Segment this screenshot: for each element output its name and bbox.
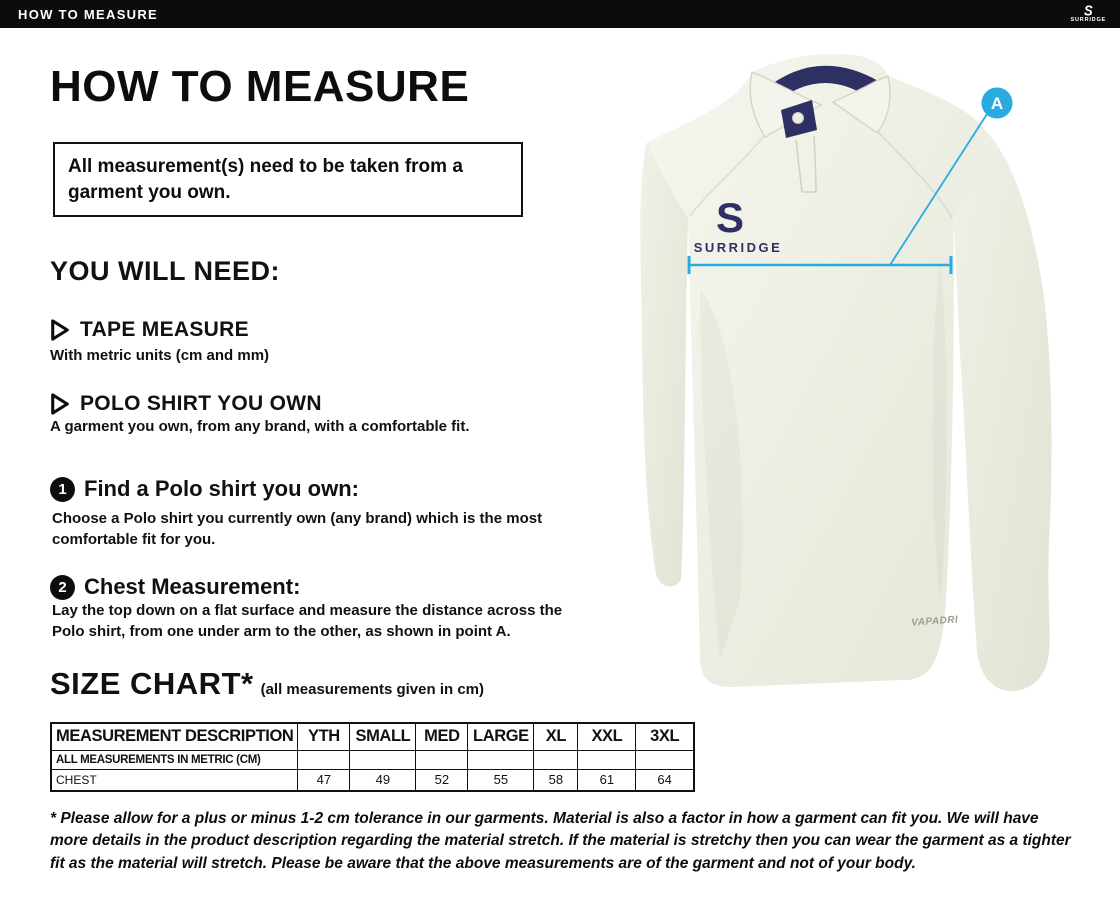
notice-box: All measurement(s) need to be taken from a garment you own. [53,142,523,217]
step-1-title: Find a Polo shirt you own: [84,476,359,501]
point-a-label: A [990,94,1004,113]
need-item-tape-measure [50,318,249,342]
chest-value: 58 [534,769,578,791]
table-header-row [51,723,694,750]
need-item-title: POLO SHIRT YOU OWN [80,392,322,415]
shirt-left-sleeve [640,142,688,586]
column-header: 3XL [636,723,694,750]
column-header: MEASUREMENT DESCRIPTION [51,723,298,750]
column-header: SMALL [350,723,416,750]
need-item-title: TAPE MEASURE [80,318,249,341]
need-item-description: With metric units (cm and mm) [50,347,270,364]
chest-value: 47 [298,769,350,791]
chest-logo-s-icon: S [715,194,745,241]
column-header: MED [416,723,468,750]
polo-shirt-figure [600,40,1120,700]
row-label: CHEST [51,769,298,791]
top-bar [0,0,1120,28]
step-2-title: Chest Measurement: [84,574,301,599]
triangle-bullet-icon [50,393,70,415]
collar-button [793,113,804,124]
surridge-s-icon: S [1083,2,1093,20]
table-row [51,769,694,791]
size-chart-heading [50,666,484,702]
need-item-description: A garment you own, from any brand, with a comfortable fit. [50,418,470,435]
table-row [51,750,694,769]
step-1-description: Choose a Polo shirt you currently own (any brand) which is the most comfortable fit for you. [52,510,543,548]
column-header: XL [534,723,578,750]
need-item-polo-shirt [50,392,322,416]
column-header: XXL [578,723,636,750]
page-title: HOW TO MEASURE [50,62,470,111]
chest-value: 49 [350,769,416,791]
chest-value: 64 [636,769,694,791]
step-2-heading [50,574,300,600]
chest-logo-wordmark: SURRIDGE [693,240,783,255]
surridge-logo [1071,4,1120,24]
size-chart-units-note: (all measurements given in cm) [260,681,484,698]
fabric-tech-label: VAPADRI [910,614,959,629]
surridge-wordmark: SURRIDGE [1070,17,1106,24]
step-2-number-badge: 2 [50,575,75,600]
step-2-description: Lay the top down on a flat surface and measure the distance across the Polo shirt, from one under arm to the other, as shown in point A. [52,602,563,640]
size-chart-title: SIZE CHART* [50,666,254,701]
chest-value: 52 [416,769,468,791]
you-will-need-heading: YOU WILL NEED: [50,256,281,286]
top-bar-title: HOW TO MEASURE [18,6,159,22]
chest-value: 61 [578,769,636,791]
polo-shirt-illustration [600,40,1120,700]
size-chart-table [50,722,695,792]
column-header: YTH [298,723,350,750]
chest-value: 55 [468,769,534,791]
step-1-heading [50,476,359,502]
row-label: ALL MEASUREMENTS IN METRIC (CM) [51,750,298,769]
triangle-bullet-icon [50,319,70,341]
shirt-right-sleeve [953,130,1052,691]
step-1-number-badge: 1 [50,477,75,502]
tolerance-footnote: * Please allow for a plus or minus 1-2 cm tolerance in our garments. Material is also a factor in how a garment can fit you. We will have more details in the product description regarding the material stretch. If the material is stretchy then you can wear the garment as a tighter fit as the material will stretch. Please be aware that the above measurements are of the garment and not of your body. [50,810,1071,872]
column-header: LARGE [468,723,534,750]
